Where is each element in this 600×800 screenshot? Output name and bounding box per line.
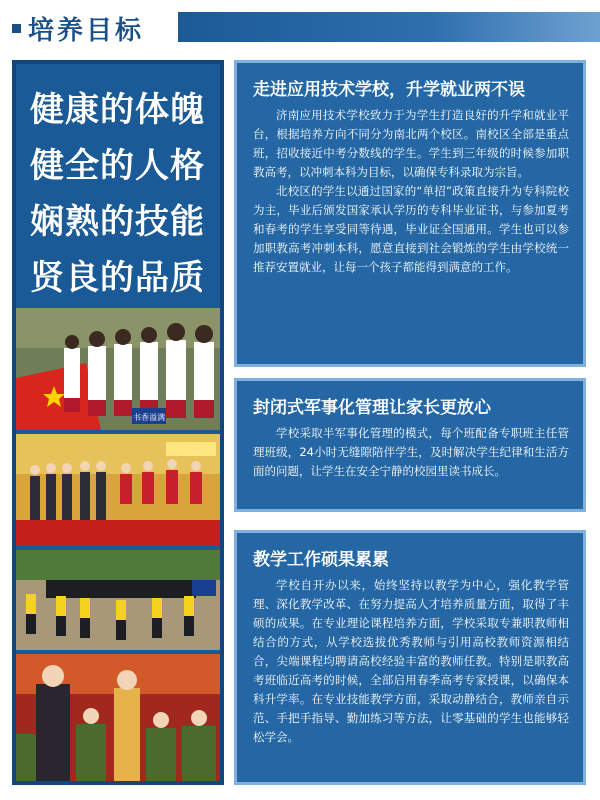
photo-board-text: 书香溢满 xyxy=(133,413,165,422)
slogan-line: 健全的人格 xyxy=(30,146,205,186)
panel-title: 走进应用技术学校，升学就业两不误 xyxy=(253,80,525,100)
photo-performance xyxy=(16,654,220,781)
panel-body xyxy=(253,576,569,747)
panel-title: 封闭式军事化管理让家长更放心 xyxy=(253,398,491,418)
section-title: 培养目标 xyxy=(28,16,145,46)
panel-body xyxy=(253,424,569,481)
photo-ceremony xyxy=(16,434,220,546)
header-banner-bar xyxy=(178,12,600,42)
header-bullet xyxy=(12,24,21,33)
photo-students-flag xyxy=(16,308,220,430)
slogan xyxy=(16,64,220,306)
panel-paragraph: 济南应用技术学校致力于为学生打造良好的升学和就业平台，根据培养方向不同分为南北两个校区。南校区全部是重点班，招收接近中考分数线的学生。学生到三年级的时候参加职教高考，以冲刺本科为目标，以确保专科录取为宗旨。 xyxy=(253,108,569,179)
panel-title: 教学工作硕果累累 xyxy=(253,550,389,570)
slogan-line: 娴熟的技能 xyxy=(30,202,205,242)
panel-paragraph: 北校区的学生以通过国家的“单招”政策直接升为专科院校为主，毕业后颁发国家承认学历的专科毕业证书，与参加夏考和春考的学生享受同等待遇，毕业证全国通用。学生也可以参加职教高考冲刺本科，愿意直接到社会锻炼的学生由学校统一推荐安置就业，让每一个孩子都能得到满意的工作。 xyxy=(253,184,569,274)
section-header xyxy=(0,0,600,50)
panel-body xyxy=(253,106,569,277)
panel-military-management xyxy=(234,378,586,512)
panel-paragraph: 学校自开办以来，始终坚持以教学为中心，强化教学管理、深化教学改革、在努力提高人才培养质量方面，取得了丰硕的成果。在专业理论课程培养方面，学校采取专兼职教师相结合的方式，从学校选拔优秀教师与引用高校教师资源相结合，尖端课程均聘请高校经验丰富的教师任教。特别是职教高考班临近高考的时候，全部启用春季高考专家授课，以确保本科升学率。在专业技能教学方面，采取动静结合，教师亲自示范、手把手指导、勤加练习等方法，让零基础的学生也能够轻松学会。 xyxy=(253,578,569,744)
photo-drill xyxy=(16,550,220,650)
panel-teaching-results xyxy=(234,530,586,785)
left-column xyxy=(12,60,224,785)
panel-paragraph: 学校采取半军事化管理的模式，每个班配备专职班主任管理班级，24小时无缝隙陪伴学生，及时解决学生纪律和生活方面的问题，让学生在安全宁静的校园里读书成长。 xyxy=(253,426,569,478)
slogan-line: 健康的体魄 xyxy=(30,90,205,130)
panel-school-intro xyxy=(234,60,586,367)
slogan-line: 贤良的品质 xyxy=(30,258,205,298)
